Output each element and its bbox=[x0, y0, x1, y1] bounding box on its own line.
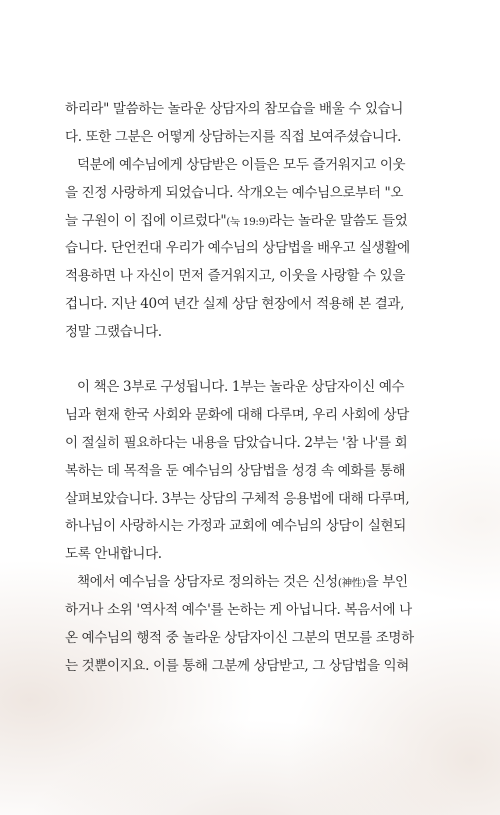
text-line: 살펴보았습니다. 3부는 상담의 구체적 응용법에 대해 다루며, bbox=[65, 490, 410, 507]
text-fragment: 을 부인 bbox=[365, 574, 408, 591]
text-line: 을 진정 사랑하게 되었습니다. 삭개오는 예수님으로부터 "오 bbox=[65, 184, 404, 201]
paragraph-1 bbox=[65, 96, 440, 152]
text-line: 이 절실히 필요하다는 내용을 담았습니다. 2부는 '참 나'를 회 bbox=[65, 434, 408, 451]
text-line: 적용하면 나 자신이 먼저 즐거워지고, 이웃을 사랑할 수 있을 bbox=[65, 268, 406, 285]
text-fragment: 책에서 예수님을 상담자로 정의하는 것은 신성 bbox=[77, 574, 338, 591]
text-line: 님과 현재 한국 사회와 문화에 대해 다루며, 우리 사회에 상담 bbox=[65, 406, 409, 423]
text-line: 도록 안내합니다. bbox=[65, 546, 162, 563]
hanja-annotation: (神性) bbox=[337, 577, 366, 590]
text-line: 복하는 데 목적을 둔 예수님의 상담법을 성경 속 예화를 통해 bbox=[65, 462, 406, 479]
text-line: 는 것뿐이지요. 이를 통해 그분께 상담받고, 그 상담법을 익혀 bbox=[65, 657, 409, 674]
text-line: 다. 또한 그분은 어떻게 상담하는지를 직접 보여주셨습니다. bbox=[65, 128, 402, 145]
bible-reference: (눅 19:9) bbox=[226, 215, 269, 228]
text-line: 온 예수님의 행적 중 놀라운 상담자이신 그분의 면모를 조명하 bbox=[65, 630, 414, 647]
text-fragment: 늘 구원이 이 집에 이르렀다" bbox=[65, 212, 227, 229]
paragraph-4 bbox=[65, 569, 440, 681]
text-line: 하거나 소위 '역사적 예수'를 논하는 게 아닙니다. 복음서에 나 bbox=[65, 602, 412, 619]
text-fragment: 라는 놀라운 말씀도 들었 bbox=[268, 212, 408, 229]
paragraph-2 bbox=[65, 152, 440, 347]
paragraph-3 bbox=[65, 374, 440, 569]
text-section-top bbox=[65, 96, 440, 347]
text-line: 정말 그랬습니다. bbox=[65, 324, 162, 341]
text-line: 하나님이 사랑하시는 가정과 교회에 예수님의 상담이 실현되 bbox=[65, 518, 406, 535]
text-line: 겁니다. 지난 40여 년간 실제 상담 현장에서 적용해 본 결과, bbox=[65, 296, 405, 313]
text-section-bottom bbox=[65, 374, 440, 681]
text-line: 이 책은 3부로 구성됩니다. 1부는 놀라운 상담자이신 예수 bbox=[77, 379, 405, 395]
text-line: 하리라" 말씀하는 놀라운 상담자의 참모습을 배울 수 있습니 bbox=[65, 101, 404, 117]
text-line: 습니다. 단언컨대 우리가 예수님의 상담법을 배우고 실생활에 bbox=[65, 240, 410, 257]
text-line bbox=[65, 208, 440, 236]
text-line bbox=[65, 569, 440, 597]
text-line: 덕분에 예수님에게 상담받은 이들은 모두 즐거워지고 이웃 bbox=[77, 156, 406, 173]
